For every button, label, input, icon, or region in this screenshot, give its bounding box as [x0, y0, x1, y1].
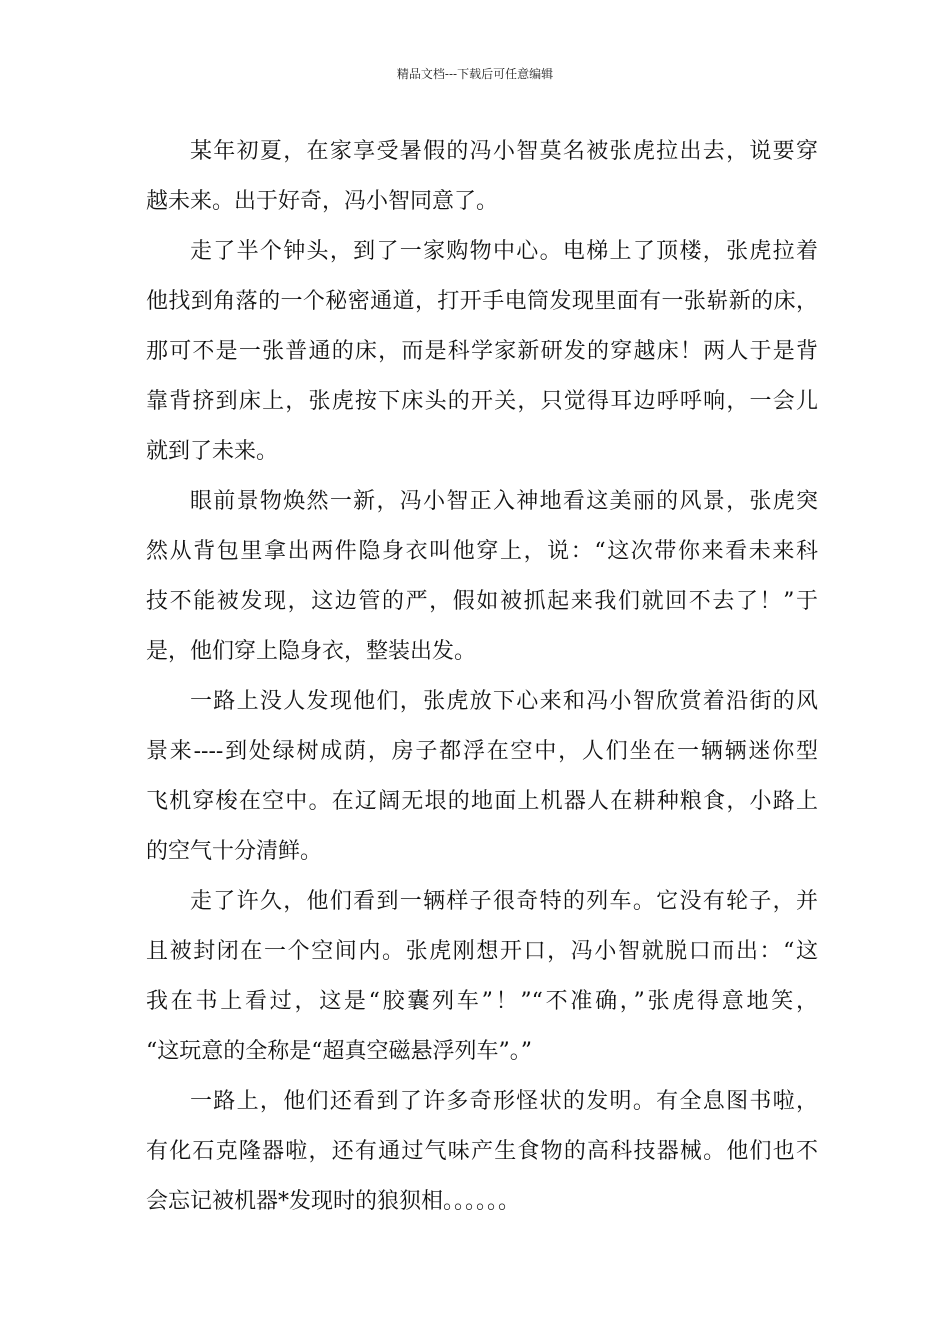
- text-line: 眼前景物焕然一新，冯小智正入神地看这美丽的风景，张虎突: [190, 489, 818, 514]
- text-line: 越未来。出于好奇，冯小智同意了。: [146, 189, 499, 214]
- text-line: 一路上没人发现他们，张虎放下心来和冯小智欣赏着沿街的风: [190, 689, 818, 714]
- text-line: 走了许久，他们看到一辆样子很奇特的列车。它没有轮子，并: [190, 889, 818, 914]
- text-line: 景来----到处绿树成荫，房子都浮在空中，人们坐在一辆辆迷你型: [146, 739, 818, 764]
- text-line: 某年初夏，在家享受暑假的冯小智莫名被张虎拉出去，说要穿: [190, 139, 818, 164]
- text-line: 那可不是一张普通的床，而是科学家新研发的穿越床！两人于是背: [146, 339, 818, 364]
- text-line: 一路上，他们还看到了许多奇形怪状的发明。有全息图书啦，: [190, 1089, 818, 1114]
- text-line: 他找到角落的一个秘密通道，打开手电筒发现里面有一张崭新的床，: [146, 289, 818, 314]
- text-line: 然从背包里拿出两件隐身衣叫他穿上，说：“这次带你来看未来科: [146, 539, 818, 564]
- text-line: 是，他们穿上隐身衣，整装出发。: [146, 639, 477, 664]
- text-line: 就到了未来。: [146, 439, 279, 464]
- text-line: 飞机穿梭在空中。在辽阔无垠的地面上机器人在耕种粮食，小路上: [146, 789, 818, 814]
- text-line: 的空气十分清鲜。: [146, 839, 323, 864]
- text-line: 靠背挤到床上，张虎按下床头的开关，只觉得耳边呼呼响，一会儿: [146, 389, 818, 414]
- text-line: 我在书上看过，这是“胶囊列车”！”“不准确，”张虎得意地笑，: [146, 989, 818, 1014]
- text-line: 走了半个钟头，到了一家购物中心。电梯上了顶楼，张虎拉着: [190, 239, 818, 264]
- text-line: 会忘记被机器*发现时的狼狈相。。。。。。: [146, 1189, 521, 1214]
- document-body: [146, 127, 818, 1227]
- text-line: 且被封闭在一个空间内。张虎刚想开口，冯小智就脱口而出：“这: [146, 939, 818, 964]
- text-line: “这玩意的全称是“超真空磁悬浮列车”。”: [146, 1039, 532, 1064]
- text-line: 有化石克隆器啦，还有通过气味产生食物的高科技器械。他们也不: [146, 1139, 818, 1164]
- page-header: 精品文档---下载后可任意编辑: [396, 67, 554, 81]
- text-line: 技不能被发现，这边管的严，假如被抓起来我们就回不去了！”于: [146, 589, 818, 614]
